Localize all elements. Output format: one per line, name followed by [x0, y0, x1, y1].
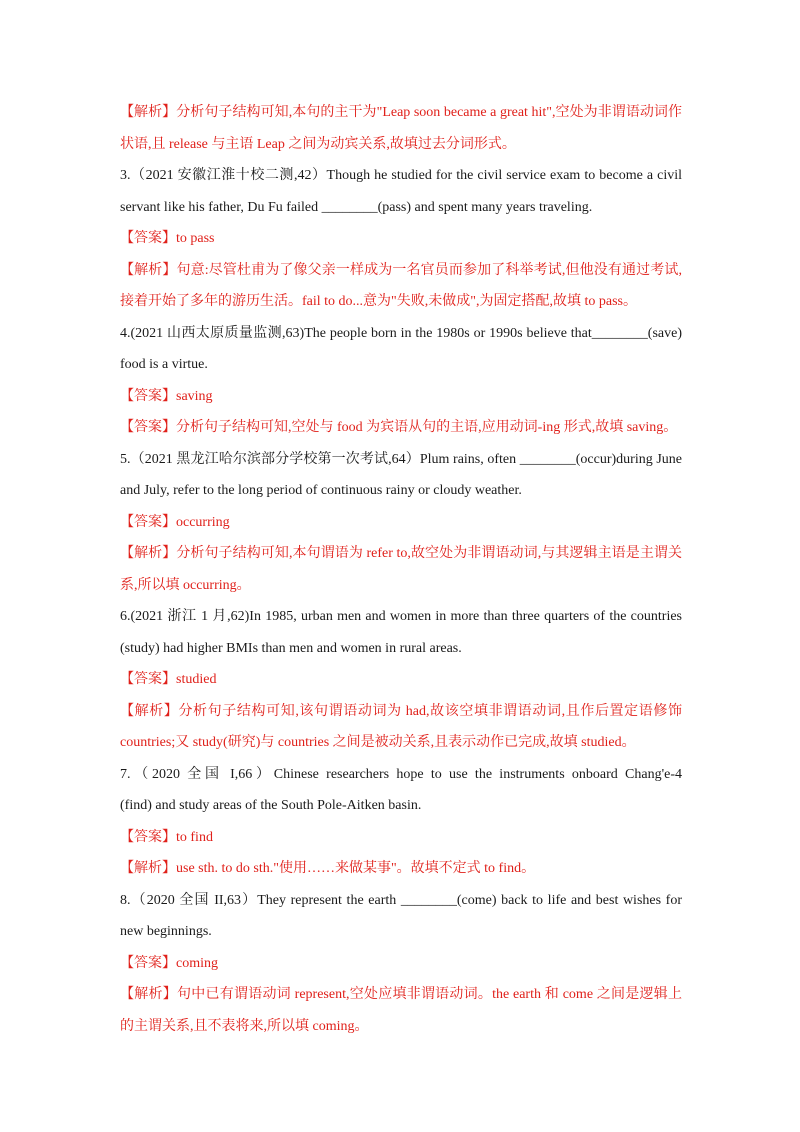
answer-line: 【答案】saving: [120, 388, 213, 404]
question-block: [120, 444, 682, 507]
analysis-line: 【解析】分析句子结构可知,该句谓语动词为 had,故该空填非谓语动词,且作后置定语修饰: [120, 703, 682, 719]
answer-block: [120, 223, 682, 255]
question-line: 4.(2021 山西太原质量监测,63)The people born in the 1980s or 1990s believe that________(save): [120, 325, 682, 341]
question-line: (study) had higher BMIs than men and women in rural areas.: [120, 640, 462, 656]
answer-block: [120, 822, 682, 854]
answer-line: 【答案】studied: [120, 672, 217, 687]
analysis-line: 系,所以填 occurring。: [120, 577, 251, 593]
analysis-line: 【解析】句中已有谓语动词 represent,空处应填非谓语动词。the earth 和 come 之间是逻辑上: [120, 987, 682, 1002]
exercise-content: [120, 97, 682, 1042]
question-block: [120, 885, 682, 948]
analysis-line: 状语,且 release 与主语 Leap 之间为动宾关系,故填过去分词形式。: [120, 136, 516, 152]
question-line: 6.(2021 浙江 1 月,62)In 1985, urban men and women in more than three quarters of the countries: [120, 609, 682, 624]
question-block: [120, 160, 682, 223]
answer-line: 【答案】to find: [120, 829, 213, 845]
analysis-block: [120, 97, 682, 160]
answer-line: 【答案】coming: [120, 955, 218, 971]
question-line: new beginnings.: [120, 924, 212, 939]
question-line: 5.（2021 黑龙江哈尔滨部分学校第一次考试,64）Plum rains, often ________(occur)during June: [120, 451, 682, 467]
analysis-block: [120, 853, 682, 885]
analysis-block: [120, 979, 682, 1042]
analysis-line: 【解析】use sth. to do sth."使用……来做某事"。故填不定式 to find。: [120, 861, 536, 876]
question-line: servant like his father, Du Fu failed ________(pass) and spent many years traveling.: [120, 199, 593, 215]
analysis-block: [120, 255, 682, 318]
answer-block: [120, 381, 682, 413]
question-line: 7.（2020 全国 I,66）Chinese researchers hope to use the instruments onboard Chang'e-4: [120, 766, 682, 782]
analysis-block: [120, 696, 682, 759]
answer-block: [120, 507, 682, 539]
answer-line: 【答案】to pass: [120, 231, 215, 246]
analysis-line: 接着开始了多年的游历生活。fail to do...意为"失败,未做成",为固定搭配,故填 to pass。: [120, 294, 637, 309]
analysis-line: 的主谓关系,且不表将来,所以填 coming。: [120, 1018, 369, 1034]
analysis-line: 【答案】分析句子结构可知,空处与 food 为宾语从句的主语,应用动词-ing 形式,故填 saving。: [120, 420, 678, 435]
analysis-line: countries;又 study(研究)与 countries 之间是被动关系,且表示动作已完成,故填 studied。: [120, 735, 636, 750]
question-line: and July, refer to the long period of continuous rainy or cloudy weather.: [120, 483, 522, 498]
analysis-line: 【解析】分析句子结构可知,本句谓语为 refer to,故空处为非谓语动词,与其逻辑主语是主谓关: [120, 546, 682, 561]
answer-block: [120, 664, 682, 696]
analysis-line: 【解析】分析句子结构可知,本句的主干为"Leap soon became a great hit",空处为非谓语动词作: [120, 105, 682, 120]
analysis-block: [120, 412, 682, 444]
question-line: 3.（2021 安徽江淮十校二测,42）Though he studied for the civil service exam to become a civil: [120, 168, 682, 183]
analysis-line: 【解析】句意:尽管杜甫为了像父亲一样成为一名官员而参加了科举考试,但他没有通过考试,: [120, 262, 682, 278]
question-block: [120, 318, 682, 381]
question-line: 8.（2020 全国 II,63）They represent the earth ________(come) back to life and best wishes for: [120, 892, 682, 908]
question-block: [120, 759, 682, 822]
question-block: [120, 601, 682, 664]
answer-line: 【答案】occurring: [120, 514, 230, 530]
question-line: (find) and study areas of the South Pole-Aitken basin.: [120, 798, 422, 813]
analysis-block: [120, 538, 682, 601]
question-line: food is a virtue.: [120, 357, 208, 372]
answer-block: [120, 948, 682, 980]
